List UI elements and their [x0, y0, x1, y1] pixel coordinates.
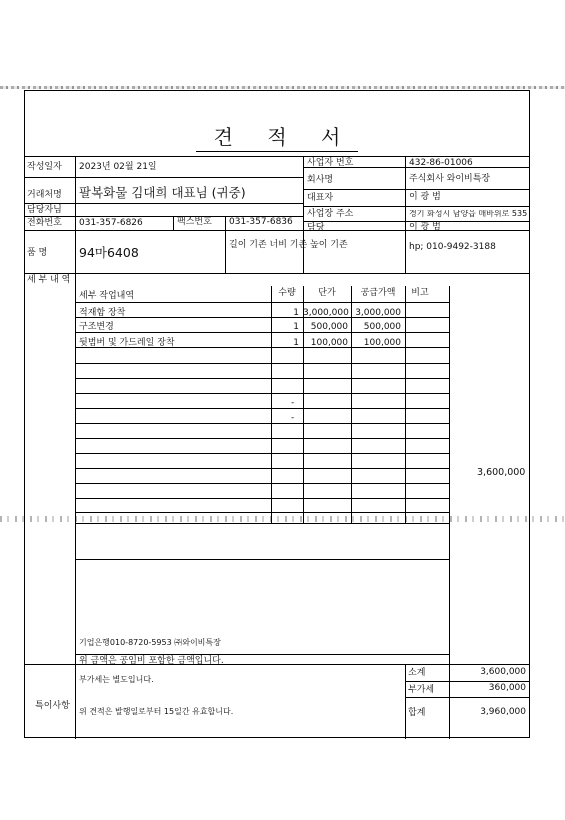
item-qty: 1 — [293, 308, 299, 318]
rule — [75, 156, 76, 286]
item-qty: 1 — [293, 322, 299, 332]
address-value: 경기 화성시 남양읍 매바위로 535 — [409, 210, 528, 218]
table-row-rule — [75, 408, 449, 409]
scan-artifact-top — [0, 86, 565, 89]
table-row-rule — [75, 483, 449, 484]
rule — [75, 654, 449, 655]
validity-note: 위 견적은 발행일로부터 15일간 유효합니다. — [79, 707, 234, 716]
fax-value: 031-357-6836 — [229, 217, 293, 227]
col-header-remarks: 비고 — [411, 288, 429, 298]
rule — [25, 230, 529, 231]
item-amount: 100,000 — [363, 338, 401, 348]
table-row-rule — [75, 302, 449, 303]
list-item: 적재함 장착 — [79, 308, 126, 318]
dimension-note: 길이 기존 너비 기존 높이 기존 — [229, 240, 348, 250]
table-row-rule — [75, 512, 449, 513]
table-row-rule — [75, 363, 449, 364]
rule — [225, 216, 226, 273]
rule — [405, 156, 406, 273]
col-header-qty: 수량 — [278, 288, 296, 298]
rule — [303, 156, 304, 273]
side-total: 3,600,000 — [477, 467, 526, 478]
date-label: 작성일자 — [27, 162, 62, 172]
item-unit-price: 500,000 — [310, 322, 348, 332]
rule — [271, 286, 272, 523]
bank-info: 기업은행010-8720-5953 ㈜와이비특장 — [79, 638, 221, 647]
rule — [75, 286, 76, 664]
rule — [405, 664, 406, 739]
address-label: 사업장 주소 — [307, 209, 354, 219]
list-item: 뒷범버 및 가드레일 장착 — [79, 338, 175, 348]
remarks-label: 특이사항 — [35, 701, 70, 711]
ceo-label: 대표자 — [307, 193, 334, 203]
item-unit-price: 3,000,000 — [303, 308, 349, 318]
table-row-rule — [75, 423, 449, 424]
client-label: 거래처명 — [27, 190, 62, 200]
rule — [449, 286, 450, 664]
table-row-rule — [75, 468, 449, 469]
rule — [351, 286, 352, 523]
item-unit-price: 100,000 — [310, 338, 348, 348]
reg-label: 사업자 번호 — [307, 158, 354, 168]
vat-value: 360,000 — [488, 683, 526, 693]
vat-note: 부가세는 별도입니다. — [79, 675, 154, 684]
client-value: 팔복화물 김대희 대표님 (귀중) — [79, 185, 246, 200]
included-note: 위 금액은 공임비 포함한 금액입니다. — [79, 656, 224, 666]
product-value: 94마6408 — [79, 245, 139, 260]
rule — [75, 654, 76, 739]
contact-value: 이 광 범 — [409, 222, 441, 232]
company-value: 주식회사 와이비특장 — [409, 174, 491, 184]
dash-mark: - — [291, 398, 295, 408]
col-header-supply-amount: 공급가액 — [360, 288, 396, 298]
table-row-rule — [75, 453, 449, 454]
contact-label: 담당 — [307, 223, 325, 233]
item-amount: 500,000 — [363, 322, 401, 332]
rule — [303, 206, 529, 207]
col-header-item: 세부 작업내역 — [79, 291, 135, 301]
item-qty: 1 — [293, 338, 299, 348]
rule — [405, 286, 406, 523]
table-row-rule — [75, 498, 449, 499]
list-item: 구조변경 — [79, 322, 114, 332]
document-title: 견 적 서 — [25, 121, 529, 150]
ceo-value: 이 광 범 — [409, 192, 441, 202]
estimate-document — [24, 90, 530, 738]
dash-mark: - — [291, 413, 295, 423]
rule — [303, 189, 529, 190]
rule — [75, 523, 449, 524]
total-label: 합계 — [408, 708, 426, 718]
rule — [25, 273, 529, 274]
table-row-rule — [75, 378, 449, 379]
breakdown-label: 세 부 내 역 — [27, 275, 71, 285]
rule — [405, 681, 529, 682]
hp-value: hp; 010-9492-3188 — [409, 242, 496, 252]
total-value: 3,960,000 — [480, 707, 526, 717]
table-row-rule — [75, 393, 449, 394]
subtotal-label: 소계 — [408, 668, 426, 678]
phone-value: 031-357-6826 — [79, 218, 143, 228]
col-header-unit-price: 단가 — [318, 288, 336, 298]
rule — [303, 286, 304, 523]
rule — [75, 559, 449, 560]
reg-value: 432-86-01006 — [409, 158, 473, 168]
rule — [173, 216, 174, 230]
rule — [25, 203, 303, 204]
vat-label: 부가세 — [408, 685, 435, 695]
rule — [449, 664, 450, 739]
table-row-rule — [75, 332, 449, 333]
table-row-rule — [75, 438, 449, 439]
subtotal-value: 3,600,000 — [480, 667, 526, 677]
rule — [405, 697, 529, 698]
phone-label: 전화번호 — [27, 218, 62, 228]
company-label: 회사명 — [307, 175, 334, 185]
rule — [25, 177, 303, 178]
item-amount: 3,000,000 — [355, 308, 401, 318]
manager-label: 담당자님 — [27, 205, 62, 215]
date-value: 2023년 02월 21일 — [79, 162, 157, 172]
rule — [25, 156, 529, 157]
fax-label: 팩스번호 — [177, 217, 212, 227]
product-label: 품 명 — [27, 248, 48, 258]
